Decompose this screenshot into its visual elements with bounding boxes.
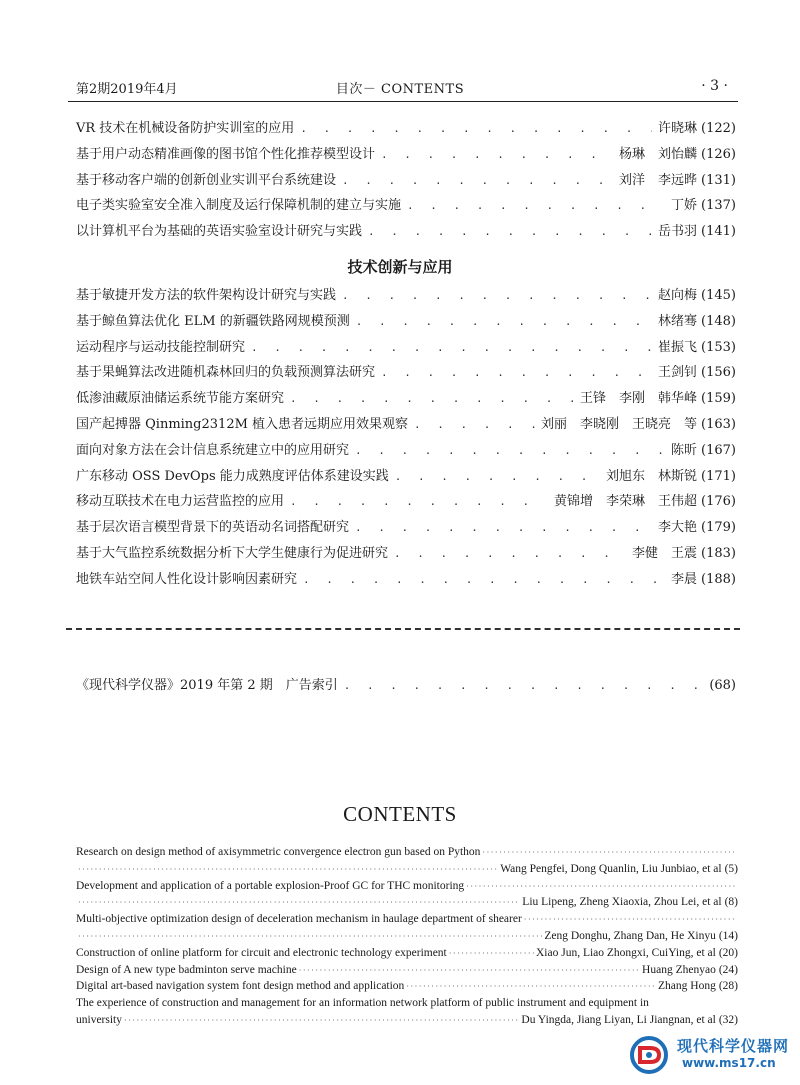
en-entry-title-line[interactable] (76, 913, 738, 930)
entry-title: 基于敏捷开发方法的软件架构设计研究与实践 (76, 288, 337, 303)
dashed-divider (66, 628, 740, 630)
entry-title: 基于鲸鱼算法优化 ELM 的新疆铁路网规模预测 (76, 313, 350, 329)
en-entry-page: (8) (724, 896, 738, 909)
issue-label: 第2期2019年4月 (76, 82, 178, 97)
en-entry-page: (28) (718, 980, 738, 993)
toc-entry[interactable] (76, 465, 736, 491)
en-entry-title: The experience of construction and management for an information network platform of public instrument and equipment in (76, 997, 649, 1010)
entry-page: (122) (701, 121, 736, 136)
entry-title: 面向对象方法在会计信息系统建立中的应用研究 (76, 442, 350, 458)
toc-entry[interactable] (76, 568, 736, 594)
en-entry[interactable] (76, 964, 738, 981)
entry-page: (148) (701, 313, 736, 329)
toc-entry[interactable] (76, 516, 736, 542)
toc-list-top (76, 117, 736, 246)
leader-dots (303, 573, 665, 586)
en-entry-authors: Du Yingda, Jiang Liyan, Li Jiangnan, et al (521, 1013, 716, 1026)
en-entry-title-line[interactable] (76, 997, 738, 1014)
entry-title: 基于用户动态精准画像的图书馆个性化推荐模型设计 (76, 146, 376, 162)
entry-authors: 李健 王震 (632, 545, 698, 561)
site-watermark-logo (622, 1024, 800, 1080)
entry-page: (145) (701, 288, 736, 303)
leader-dots (381, 366, 652, 379)
en-entry-title-cont: university (76, 1013, 122, 1026)
entry-authors: 陈昕 (671, 442, 698, 458)
ad-index-entry[interactable] (76, 674, 736, 700)
en-entry-authors: Huang Zhenyao (642, 963, 716, 976)
toc-entry[interactable] (76, 169, 736, 195)
entry-page: (167) (701, 442, 736, 458)
leader-dots (466, 882, 736, 891)
entry-page: (188) (701, 571, 736, 587)
en-entry-title: Design of A new type badminton serve machine (76, 963, 297, 976)
entry-page: (176) (701, 494, 736, 510)
ad-index-page: (68) (709, 678, 736, 693)
logo-name: 现代科学仪器网 (677, 1037, 790, 1055)
entry-authors: 黄锦增 李荣琳 王伟超 (554, 494, 698, 510)
entry-authors: 刘洋 李远晔 (619, 172, 698, 188)
entry-title: VR 技术在机械设备防护实训室的应用 (76, 121, 295, 136)
leader-dots (482, 848, 736, 857)
leader-dots (251, 341, 652, 354)
leader-dots (449, 949, 534, 958)
toc-entry[interactable] (76, 336, 736, 362)
toc-entry[interactable] (76, 194, 736, 220)
en-entry-page: (5) (724, 862, 738, 875)
logo-url: www.ms17.cn (682, 1056, 776, 1070)
en-entry-author-line (76, 930, 738, 947)
leader-dots (344, 679, 700, 692)
logo-emblem-icon (628, 1034, 670, 1076)
leader-dots (290, 392, 574, 405)
toc-entry[interactable] (76, 542, 736, 568)
toc-list-section (76, 284, 736, 594)
entry-page: (137) (701, 198, 736, 214)
en-entry-authors: Zhang Hong (658, 980, 716, 993)
en-entry-authors: Liu Lipeng, Zheng Xiaoxia, Zhou Lei, et al (522, 896, 722, 909)
en-entry-title: Construction of online platform for circuit and electronic technology experiment (76, 946, 447, 959)
ad-index-title: 《现代科学仪器》2019 年第 2 期 广告索引 (76, 678, 338, 693)
toc-entry[interactable] (76, 143, 736, 169)
en-entry[interactable] (76, 980, 738, 997)
leader-dots (395, 470, 600, 483)
entry-title: 移动互联技术在电力运营监控的应用 (76, 494, 285, 510)
entry-authors: 林绪骞 (658, 313, 698, 329)
leader-dots (524, 915, 736, 924)
en-entry-authors: Wang Pengfei, Dong Quanlin, Liu Junbiao, et al (500, 862, 722, 875)
en-entry-title: Multi-objective optimization design of deceleration mechanism in haulage department of shearer (76, 913, 522, 926)
leader-dots (124, 1016, 519, 1025)
leader-dots (342, 289, 652, 302)
en-entry-author-line (76, 896, 738, 913)
english-contents (76, 846, 738, 1031)
entry-page: (126) (701, 146, 736, 162)
toc-entry[interactable] (76, 117, 736, 143)
entry-title: 地铁车站空间人性化设计影响因素研究 (76, 571, 298, 587)
entry-page: (163) (701, 416, 736, 432)
entry-title: 基于层次语言模型背景下的英语动名词搭配研究 (76, 520, 350, 536)
en-entry[interactable] (76, 947, 738, 964)
entry-page: (153) (701, 339, 736, 355)
leader-dots (300, 122, 652, 135)
entry-authors: 崔振飞 (658, 339, 698, 355)
entry-authors: 王锋 李刚 韩华峰 (580, 391, 698, 407)
entry-title: 基于大气监控系统数据分析下大学生健康行为促进研究 (76, 545, 389, 561)
page-number: · 3 · (701, 78, 728, 94)
en-entry-title: Research on design method of axisymmetric convergence electron gun based on Python (76, 846, 481, 858)
entry-page: (156) (701, 365, 736, 381)
entry-authors: 刘旭东 林斯锐 (606, 468, 698, 484)
entry-authors: 丁娇 (671, 198, 698, 214)
entry-page: (141) (701, 224, 736, 240)
leader-dots (394, 547, 626, 560)
leader-dots (368, 225, 652, 238)
toc-entry[interactable] (76, 413, 736, 439)
entry-authors: 王剑钊 (658, 365, 698, 381)
ad-index (76, 674, 736, 700)
en-entry-page: (24) (718, 963, 738, 976)
en-entry-author-line (76, 863, 738, 880)
entry-page: (159) (701, 391, 736, 407)
leader-dots (78, 865, 498, 874)
en-entry-title: Digital art-based navigation system font design method and application (76, 980, 405, 993)
entry-page: (179) (701, 520, 736, 536)
page-header (0, 0, 800, 105)
entry-page: (171) (701, 468, 736, 484)
en-entry-title-line[interactable] (76, 846, 738, 863)
entry-authors: 岳书羽 (658, 224, 698, 240)
en-entry-authors: Xiao Jun, Liao Zhongxi, CuiYing, et al (536, 946, 716, 959)
running-title: 目次－ CONTENTS (335, 82, 465, 97)
en-entry-title-line[interactable] (76, 880, 738, 897)
leader-dots (78, 898, 520, 907)
entry-title: 低渗油藏原油储运系统节能方案研究 (76, 391, 285, 407)
leader-dots (414, 418, 535, 431)
leader-dots (406, 982, 656, 991)
entry-authors: 李晨 (671, 571, 698, 587)
entry-authors: 杨琳 刘怡麟 (619, 146, 698, 162)
leader-dots (342, 174, 613, 187)
entry-title: 以计算机平台为基础的英语实验室设计研究与实践 (76, 224, 363, 240)
leader-dots (299, 966, 640, 975)
leader-dots (290, 495, 548, 508)
en-entry-page: (20) (718, 946, 738, 959)
leader-dots (78, 932, 542, 941)
leader-dots (355, 444, 665, 457)
entry-title: 电子类实验室安全准入制度及运行保障机制的建立与实施 (76, 198, 402, 214)
entry-page: (183) (701, 545, 736, 561)
toc-entry[interactable] (76, 284, 736, 310)
toc-entry[interactable] (76, 387, 736, 413)
leader-dots (381, 148, 613, 161)
en-entry-title: Development and application of a portable explosion-Proof GC for THC monitoring (76, 879, 465, 892)
entry-title: 运动程序与运动技能控制研究 (76, 339, 246, 355)
contents-title: CONTENTS (343, 802, 457, 826)
toc-entry[interactable] (76, 310, 736, 336)
section-heading: 技术创新与应用 (347, 258, 453, 276)
entry-title: 基于移动客户端的创新创业实训平台系统建设 (76, 172, 337, 188)
header-rule (68, 101, 738, 102)
entry-title: 广东移动 OSS DevOps 能力成熟度评估体系建设实践 (76, 468, 389, 484)
en-entry-authors: Zeng Donghu, Zhang Dan, He Xinyu (544, 929, 716, 942)
entry-authors: 许晓琳 (658, 121, 698, 136)
en-entry-page: (32) (718, 1013, 738, 1026)
leader-dots (356, 315, 652, 328)
entry-title: 国产起搏器 Qinming2312M 植入患者远期应用效果观察 (76, 416, 409, 432)
toc-entry[interactable] (76, 439, 736, 465)
toc-entry[interactable] (76, 220, 736, 246)
entry-authors: 李大艳 (658, 520, 698, 536)
toc-entry[interactable] (76, 490, 736, 516)
entry-page: (131) (701, 172, 736, 188)
entry-title: 基于果蝇算法改进随机森林回归的负载预测算法研究 (76, 365, 376, 381)
entry-authors: 刘丽 李晓刚 王晓亮 等 (541, 416, 698, 432)
en-entry-page: (14) (718, 929, 738, 942)
toc-entry[interactable] (76, 361, 736, 387)
leader-dots (355, 521, 652, 534)
entry-authors: 赵向梅 (658, 288, 698, 303)
leader-dots (407, 199, 665, 212)
